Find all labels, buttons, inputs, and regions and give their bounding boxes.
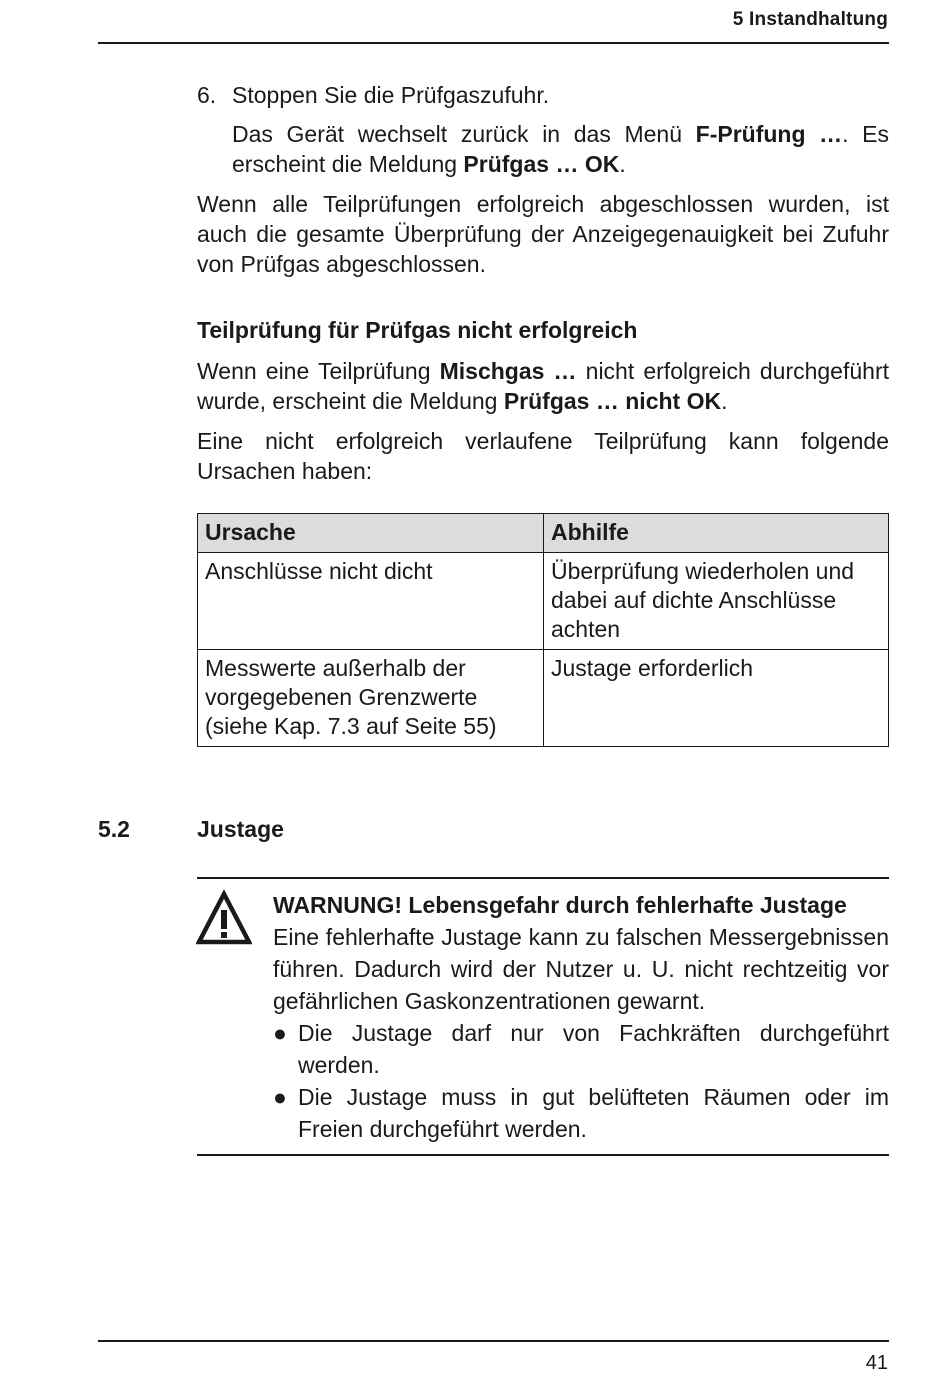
warning-triangle-icon [196, 890, 252, 946]
header-rule [98, 42, 889, 44]
menu-name: F-Prüfung … [695, 121, 843, 147]
warning-top-rule [197, 877, 889, 879]
table-cell-cause: Anschlüsse nicht dicht [198, 553, 544, 650]
summary-paragraph: Wenn alle Teilprüfungen erfolgreich abgeschlossen wurden, ist auch die gesamte Überprüfung der Anzeigegenauigkeit bei Zufuhr von Prüfgas abgeschlossen. [197, 191, 889, 277]
step-result-pre: Das Gerät wechselt zurück in das Menü [232, 121, 696, 147]
table-header-row [198, 514, 889, 553]
subsection-paragraph-1 [197, 356, 889, 416]
p1-post: . [721, 388, 728, 414]
table-header-cause: Ursache [198, 514, 544, 553]
subsection-paragraph-2: Eine nicht erfolgreich verlaufene Teilprüfung kann folgende Ursachen haben: [197, 428, 889, 484]
bullet-text: Die Justage muss in gut belüfteten Räumen oder im Freien durchgeführt werden. [298, 1084, 889, 1142]
section-number: 5.2 [98, 816, 130, 842]
warning-body: Eine fehlerhafte Justage kann zu falschen Messergebnissen führen. Dadurch wird der Nutzer u. U. nicht rechtzeitig vor gefährlichen Gaskonzentrationen gewarnt. [273, 924, 889, 1014]
message-not-ok: Prüfgas … nicht OK [503, 388, 722, 414]
p1-pre: Wenn eine Teilprüfung [197, 358, 440, 384]
p1-mid: nicht erfolgreich durchgeführt wurde, erscheint die Meldung [197, 358, 889, 414]
table-row [198, 553, 889, 650]
step-result [232, 119, 889, 179]
footer-rule [98, 1340, 889, 1342]
list-item [273, 1017, 889, 1081]
table-cell-remedy: Justage erforderlich [544, 650, 889, 747]
cause-remedy-table [197, 513, 889, 747]
bullet-text: Die Justage darf nur von Fachkräften durchgeführt werden. [298, 1020, 889, 1078]
step-result-post: . [619, 151, 626, 177]
subsection-title: Teilprüfung für Prüfgas nicht erfolgreich [197, 317, 638, 343]
step-result-mid: . Es erscheint die Meldung [232, 121, 890, 177]
warning-title: WARNUNG! Lebensgefahr durch fehlerhafte Justage [273, 892, 847, 918]
table-cell-cause: Messwerte außerhalb der vorgegebenen Grenzwerte (siehe Kap. 7.3 auf Seite 55) [198, 650, 544, 747]
section-title: Justage [197, 816, 284, 842]
running-header: 5 Instandhaltung [732, 9, 888, 30]
bullet-icon: ● [273, 1020, 287, 1046]
table-row [198, 650, 889, 747]
list-item [273, 1081, 889, 1145]
warning-bullet-list [273, 1017, 889, 1145]
warning-bottom-rule [197, 1154, 889, 1156]
bullet-icon: ● [273, 1084, 287, 1110]
table-header-remedy: Abhilfe [544, 514, 889, 553]
p1-mischgas: Mischgas … [439, 358, 577, 384]
message-ok: Prüfgas … OK [463, 151, 620, 177]
step-number: 6. [197, 82, 217, 108]
page-number: 41 [865, 1352, 888, 1374]
table-cell-remedy: Überprüfung wiederholen und dabei auf dichte Anschlüsse achten [544, 553, 889, 650]
step-text: Stoppen Sie die Prüfgaszufuhr. [232, 82, 550, 108]
